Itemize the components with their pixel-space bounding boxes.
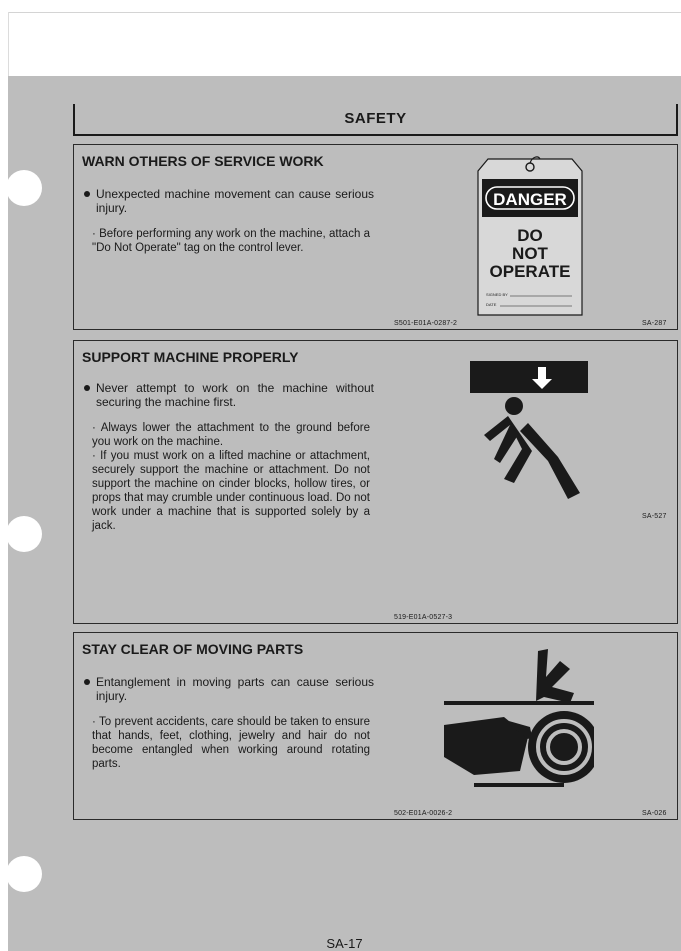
bullet-text: Never attempt to work on the machine without securing the machine first. [96,381,374,409]
tag-line-do: DO [517,226,543,245]
section-title: SUPPORT MACHINE PROPERLY [82,349,299,365]
sub-item: · Always lower the attachment to the ground before you work on the machine. [92,422,370,448]
tag-date-label: DATE [486,302,497,307]
scan-edge-top [8,12,681,13]
sub-item: · If you must work on a lifted machine or attachment, securely support the machine or attachment. Do not support the machine on cinder blocks, hollow tires, or props that may crumble under continuous load. Do not work under a machine that is supported solely by a jack. [92,450,370,532]
figure-code: SA-287 [642,320,667,327]
entanglement-hazard-icon [444,647,594,797]
sub-item-list [92,715,370,771]
sub-item-list [92,421,370,533]
page-title: SAFETY [344,110,407,127]
section-title: WARN OTHERS OF SERVICE WORK [82,153,324,169]
sub-item-list [92,227,370,255]
section-support-machine [73,340,678,624]
section-title: STAY CLEAR OF MOVING PARTS [82,641,304,657]
sub-item: · Before performing any work on the machine, attach a "Do Not Operate" tag on the control lever. [92,228,370,254]
tag-signed-label: SIGNED BY [486,292,508,297]
binder-hole [6,856,42,892]
bullet-item [84,381,374,409]
bullet-dot [84,191,90,197]
figure-ref-number: 519-E01A-0527-3 [394,614,453,621]
page-header [73,104,678,136]
tag-danger-word: DANGER [493,190,567,209]
bullet-item [84,675,374,703]
crushing-hazard-icon [470,361,590,503]
section-moving-parts [73,632,678,820]
figure-ref-number: S501-E01A-0287-2 [394,320,458,327]
bullet-item [84,187,374,215]
figure-code: SA-527 [642,513,667,520]
bullet-text: Unexpected machine movement can cause serious injury. [96,187,374,215]
tag-line-not: NOT [512,244,548,263]
bullet-dot [84,385,90,391]
binder-hole [6,170,42,206]
figure-ref-number: 502-E01A-0026-2 [394,810,453,817]
do-not-operate-tag-icon [474,155,586,317]
page-number: SA-17 [326,936,363,951]
manual-page [8,76,681,951]
tag-line-operate: OPERATE [489,262,571,281]
binder-hole [6,516,42,552]
bullet-dot [84,679,90,685]
section-warn-others [73,144,678,330]
sub-item: · To prevent accidents, care should be taken to ensure that hands, feet, clothing, jewelry and hair do not become entangled when working around rotating parts. [92,716,370,770]
figure-code: SA-026 [642,810,667,817]
bullet-text: Entanglement in moving parts can cause serious injury. [96,675,374,703]
